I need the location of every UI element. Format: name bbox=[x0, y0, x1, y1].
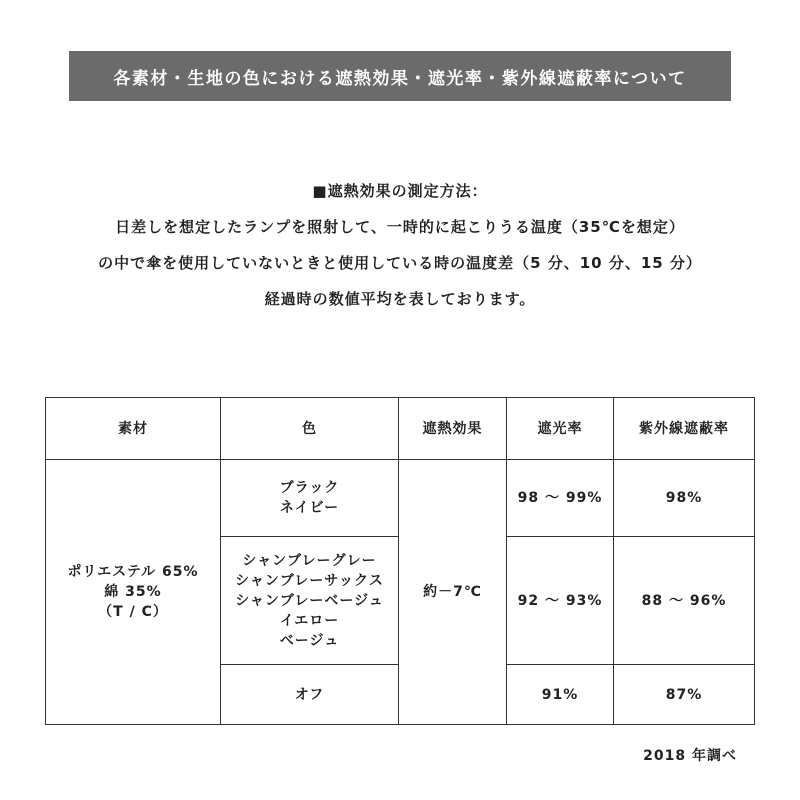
spec-table bbox=[45, 397, 755, 725]
method-line-2: の中で傘を使用していないときと使用している時の温度差（5 分、10 分、15 分） bbox=[98, 254, 702, 272]
uv-block-cell: 98% bbox=[614, 460, 755, 537]
light-block-cell: 91% bbox=[507, 665, 614, 725]
material-cell bbox=[46, 460, 221, 725]
color-cell bbox=[221, 460, 399, 537]
header-heat-shield: 遮熱効果 bbox=[399, 398, 507, 460]
color-name: オフ bbox=[294, 686, 325, 703]
uv-block-cell: 88 ～ 96% bbox=[614, 537, 755, 665]
header-color: 色 bbox=[221, 398, 399, 460]
light-block-cell: 98 ～ 99% bbox=[507, 460, 614, 537]
method-line-1: 日差しを想定したランプを照射して、一時的に起こりうる温度（35℃を想定） bbox=[115, 218, 685, 236]
page-title: 各素材・生地の色における遮熱効果・遮光率・紫外線遮蔽率について bbox=[69, 51, 731, 101]
method-line-3: 経過時の数値平均を表しております。 bbox=[264, 290, 536, 308]
material-line: 綿 35% bbox=[104, 584, 162, 600]
color-cell bbox=[221, 537, 399, 665]
table-row bbox=[46, 460, 755, 537]
heat-shield-cell: 約－7℃ bbox=[399, 460, 507, 725]
color-name: シャンブレーベージュ bbox=[235, 592, 384, 609]
color-name: シャンブレーグレー bbox=[242, 552, 377, 569]
header-light-block: 遮光率 bbox=[507, 398, 614, 460]
header-uv-block: 紫外線遮蔽率 bbox=[614, 398, 755, 460]
color-cell bbox=[221, 665, 399, 725]
table-header-row bbox=[46, 398, 755, 460]
color-name: ブラック bbox=[279, 480, 340, 496]
material-line: （T / C） bbox=[98, 604, 168, 620]
measurement-method bbox=[0, 178, 800, 322]
color-name: ネイビー bbox=[279, 500, 340, 516]
method-heading: ■遮熱効果の測定方法： bbox=[312, 182, 488, 200]
survey-year-note: 2018 年調べ bbox=[643, 748, 737, 764]
color-name: シャンブレーサックス bbox=[235, 572, 384, 589]
color-name: ベージュ bbox=[279, 632, 340, 649]
color-name: イエロー bbox=[279, 612, 340, 629]
header-material: 素材 bbox=[46, 398, 221, 460]
material-line: ポリエステル 65% bbox=[67, 564, 199, 580]
uv-block-cell: 87% bbox=[614, 665, 755, 725]
light-block-cell: 92 ～ 93% bbox=[507, 537, 614, 665]
